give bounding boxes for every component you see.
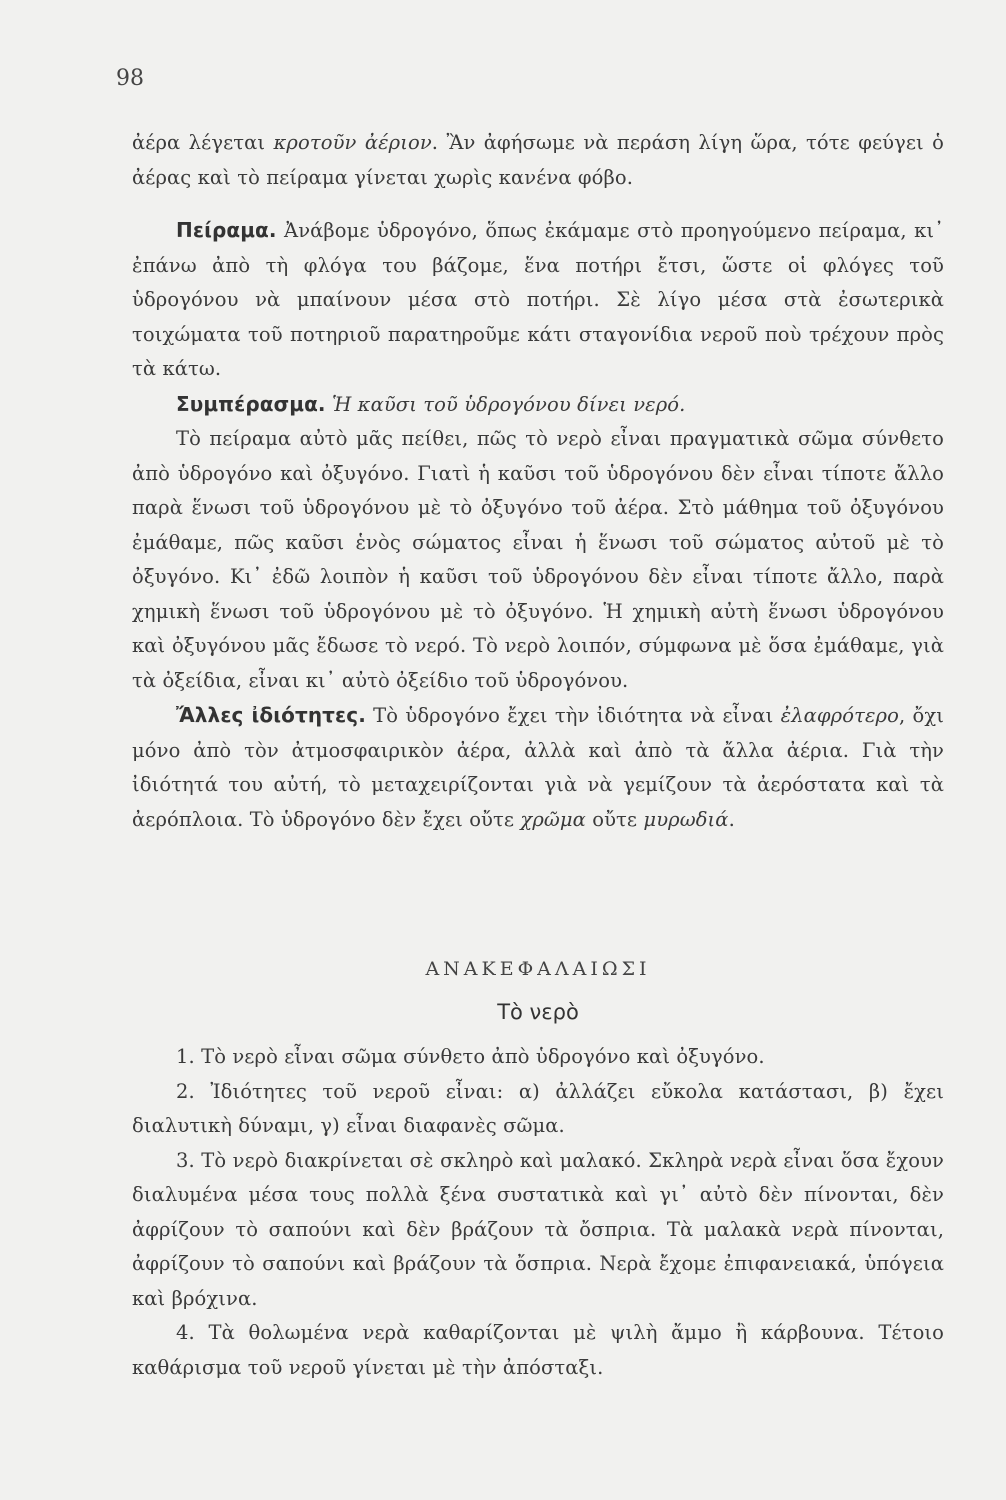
other-properties-text-4: . (728, 807, 735, 831)
summary-title: ΑΝΑΚΕΦΑΛΑΙΩΣΙ (425, 958, 651, 980)
other-properties-text-2: , ὄχι μόνο ἀπὸ τὸν ἀτμοσφαιρικὸν ἀέρα, ἀλλὰ καὶ ἀπὸ τὰ ἄλλα ἀέρια. Γιὰ τὴν ἰδιότητά του αὐτή, τὸ μεταχειρίζονται γιὰ νὰ γεμίζουν τὰ ἀερόστατα καὶ τὰ ἀερόπλοια. Τὸ ὑδρογόνο δὲν ἔχει οὔτε (132, 704, 944, 831)
summary-item: 2. Ἰδιότητες τοῦ νεροῦ εἶναι: α) ἀλλάζει εὔκολα κατάστασι, β) ἔχει διαλυτικὴ δύναμι, γ) εἶναι διαφανὲς σῶμα. (132, 1079, 944, 1137)
intro-text-1: ἀέρα λέγεται (132, 131, 274, 154)
summary-item: 1. Τὸ νερὸ εἶναι σῶμα σύνθετο ἀπὸ ὑδρογόνο καὶ ὀξυγόνο. (176, 1045, 765, 1068)
other-properties-italic-3: μυρωδιά (643, 807, 729, 831)
other-properties-paragraph (132, 698, 944, 837)
other-properties-italic-2: χρῶμα (520, 807, 586, 831)
intro-paragraph (132, 126, 944, 195)
page-number: 98 (116, 66, 144, 91)
main-paragraph: Τὸ πείραμα αὐτὸ μᾶς πείθει, πῶς τὸ νερὸ εἶναι πραγματικὰ σῶμα σύνθετο ἀπὸ ὑδρογόνο καὶ ὀξυγόνο. Γιατὶ ἡ καῦσι τοῦ ὑδρογόνου δὲν εἶναι τίποτε ἄλλο παρὰ ἕνωσι τοῦ ὑδρογόνου μὲ τὸ ὀξυγόνο τοῦ ἀέρα. Στὸ μάθημα τοῦ ὀξυγόνου ἐμάθαμε, πῶς καῦσι ἑνὸς σώματος εἶναι ἡ ἕνωσι τοῦ σώματος αὐτοῦ μὲ τὸ ὀξυγόνο. Κι᾿ ἐδῶ λοιπὸν ἡ καῦσι τοῦ ὑδρογόνου δὲν εἶναι τίποτε ἄλλο, παρὰ χημικὴ ἕνωσι τοῦ ὑδρογόνου μὲ τὸ ὀξυγόνο. Ἡ χημικὴ αὐτὴ ἕνωσι ὑδρογόνου καὶ ὀξυγόνου μᾶς ἔδωσε τὸ νερό. Τὸ νερὸ λοιπόν, σύμφωνα μὲ ὅσα ἐμάθαμε, γιὰ τὰ ὀξείδια, εἶναι κι᾿ αὐτὸ ὀξείδιο τοῦ ὑδρογόνου. (132, 427, 944, 692)
conclusion-paragraph (132, 387, 944, 423)
body-text-upper (132, 126, 944, 837)
experiment-paragraph (132, 213, 944, 387)
other-properties-italic-1: ἐλαφρότερο (780, 704, 899, 727)
summary-item: 3. Τὸ νερὸ διακρίνεται σὲ σκληρὸ καὶ μαλακό. Σκληρὰ νερὰ εἶναι ὅσα ἔχουν διαλυμένα μέσα τους πολλὰ ξένα συστατικὰ καὶ γι᾿ αὐτὸ δὲν πίνονται, δὲν ἀφρίζουν τὸ σαπούνι καὶ δὲν βράζουν τὰ ὄσπρια. Τὰ μαλακὰ νερὰ πίνονται, ἀφρίζουν τὸ σαπούνι καὶ βράζουν τὰ ὄσπρια. Νερὰ ἔχομε ἐπιφανειακά, ὑπόγεια καὶ βρόχινα. (132, 1148, 944, 1310)
other-properties-text-1: Τὸ ὑδρογόνο ἔχει τὴν ἰδιότητα νὰ εἶναι (365, 704, 781, 727)
summary-item: 4. Τὰ θολωμένα νερὰ καθαρίζονται μὲ ψιλὴ ἄμμο ἢ κάρβουνα. Τέτοιο καθάρισμα τοῦ νεροῦ γίνεται μὲ τὴν ἀπόσταξι. (132, 1321, 944, 1379)
other-properties-text-3: οὔτε (585, 807, 644, 831)
experiment-text: Ἀνάβομε ὑδρογόνο, ὅπως ἐκάμαμε στὸ προηγούμενο πείραμα, κι᾿ ἐπάνω ἀπὸ τὴ φλόγα του βάζομε, ἕνα ποτήρι ἔτσι, ὥστε οἱ φλόγες τοῦ ὑδρογόνου νὰ μπαίνουν μέσα στὸ ποτήρι. Σὲ λίγο μέσα στὰ ἐσωτερικὰ τοιχώματα τοῦ ποτηριοῦ παρατηροῦμε κάτι σταγονίδια νεροῦ ποὺ τρέχουν πρὸς τὰ κάτω. (132, 219, 944, 380)
summary-subtitle: Τὸ νερὸ (497, 1000, 579, 1024)
intro-italic: κροτοῦν ἀέριον (273, 131, 432, 154)
conclusion-heading: Συμπέρασμα. (176, 391, 326, 416)
other-properties-heading: Ἄλλες ἰδιότητες. (176, 703, 366, 727)
conclusion-italic: Ἡ καῦσι τοῦ ὑδρογόνου δίνει νερό. (325, 392, 686, 416)
experiment-heading: Πείραμα. (176, 218, 277, 242)
intro-text-2: . Ἂν ἀφήσωμε νὰ περάση λίγη ὥρα, τότε φεύγει ὁ ἀέρας καὶ τὸ πείραμα γίνεται χωρὶς κανένα φόβο. (132, 131, 945, 189)
summary-list (132, 1040, 944, 1385)
